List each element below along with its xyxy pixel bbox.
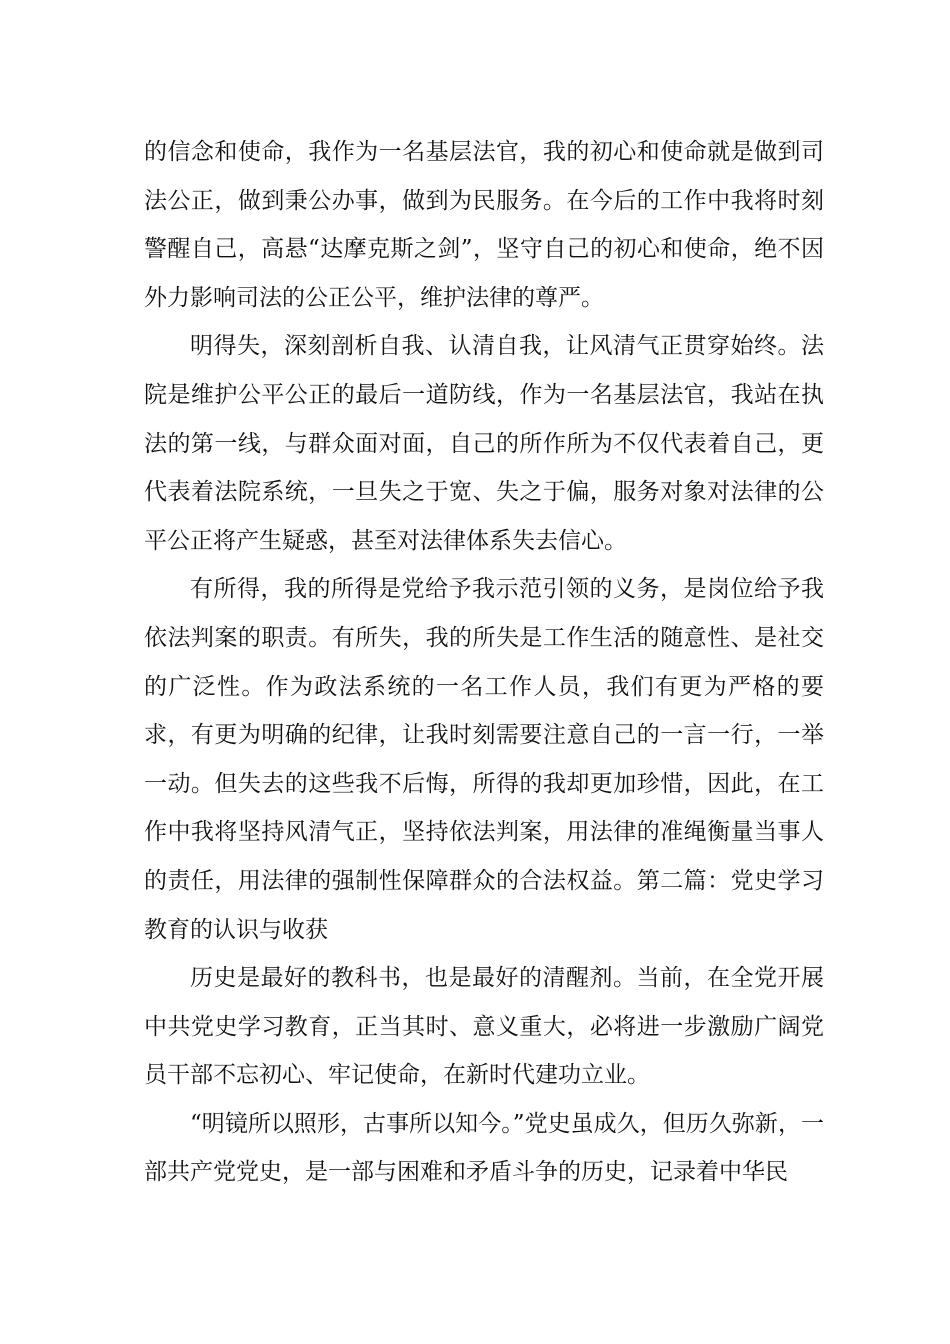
paragraph-2: 明得失，深刻剖析自我、认清自我，让风清气正贯穿始终。法院是维护公平公正的最后一道防线，作为一名基层法官，我站在执法的第一线，与群众面对面，自己的所作所为不仅代表着自己，更代表着法院系统，一旦失之于宽、失之于偏，服务对象对法律的公平公正将产生疑惑，甚至对法律体系失去信心。 bbox=[144, 333, 824, 554]
document-body bbox=[144, 128, 824, 1197]
paragraph-3: 有所得，我的所得是党给予我示范引领的义务，是岗位给予我依法判案的职责。有所失，我的所失是工作生活的随意性、是社交的广泛性。作为政法系统的一名工作人员，我们有更为严格的要求，有更为明确的纪律，让我时刻需要注意自己的一言一行，一举一动。但失去的这些我不后悔，所得的我却更加珍惜，因此，在工作中我将坚持风清气正，坚持依法判案，用法律的准绳衡量当事人的责任，用法律的强制性保障群众的合法权益。第二篇：党史学习教育的认识与收获 bbox=[144, 576, 824, 943]
paragraph-5: “明镜所以照形，古事所以知今。”党史虽成久，但历久弥新，一部共产党党史，是一部与困难和矛盾斗争的历史，记录着中华民 bbox=[144, 1110, 824, 1186]
paragraph-4: 历史是最好的教科书，也是最好的清醒剂。当前，在全党开展中共党史学习教育，正当其时、意义重大，必将进一步激励广阔党员干部不忘初心、牢记使命，在新时代建功立业。 bbox=[144, 965, 824, 1089]
paragraph-1: 的信念和使命，我作为一名基层法官，我的初心和使命就是做到司法公正，做到秉公办事，做到为民服务。在今后的工作中我将时刻警醒自己，高悬“达摩克斯之剑”，坚守自己的初心和使命，绝不因外力影响司法的公正公平，维护法律的尊严。 bbox=[144, 139, 824, 311]
